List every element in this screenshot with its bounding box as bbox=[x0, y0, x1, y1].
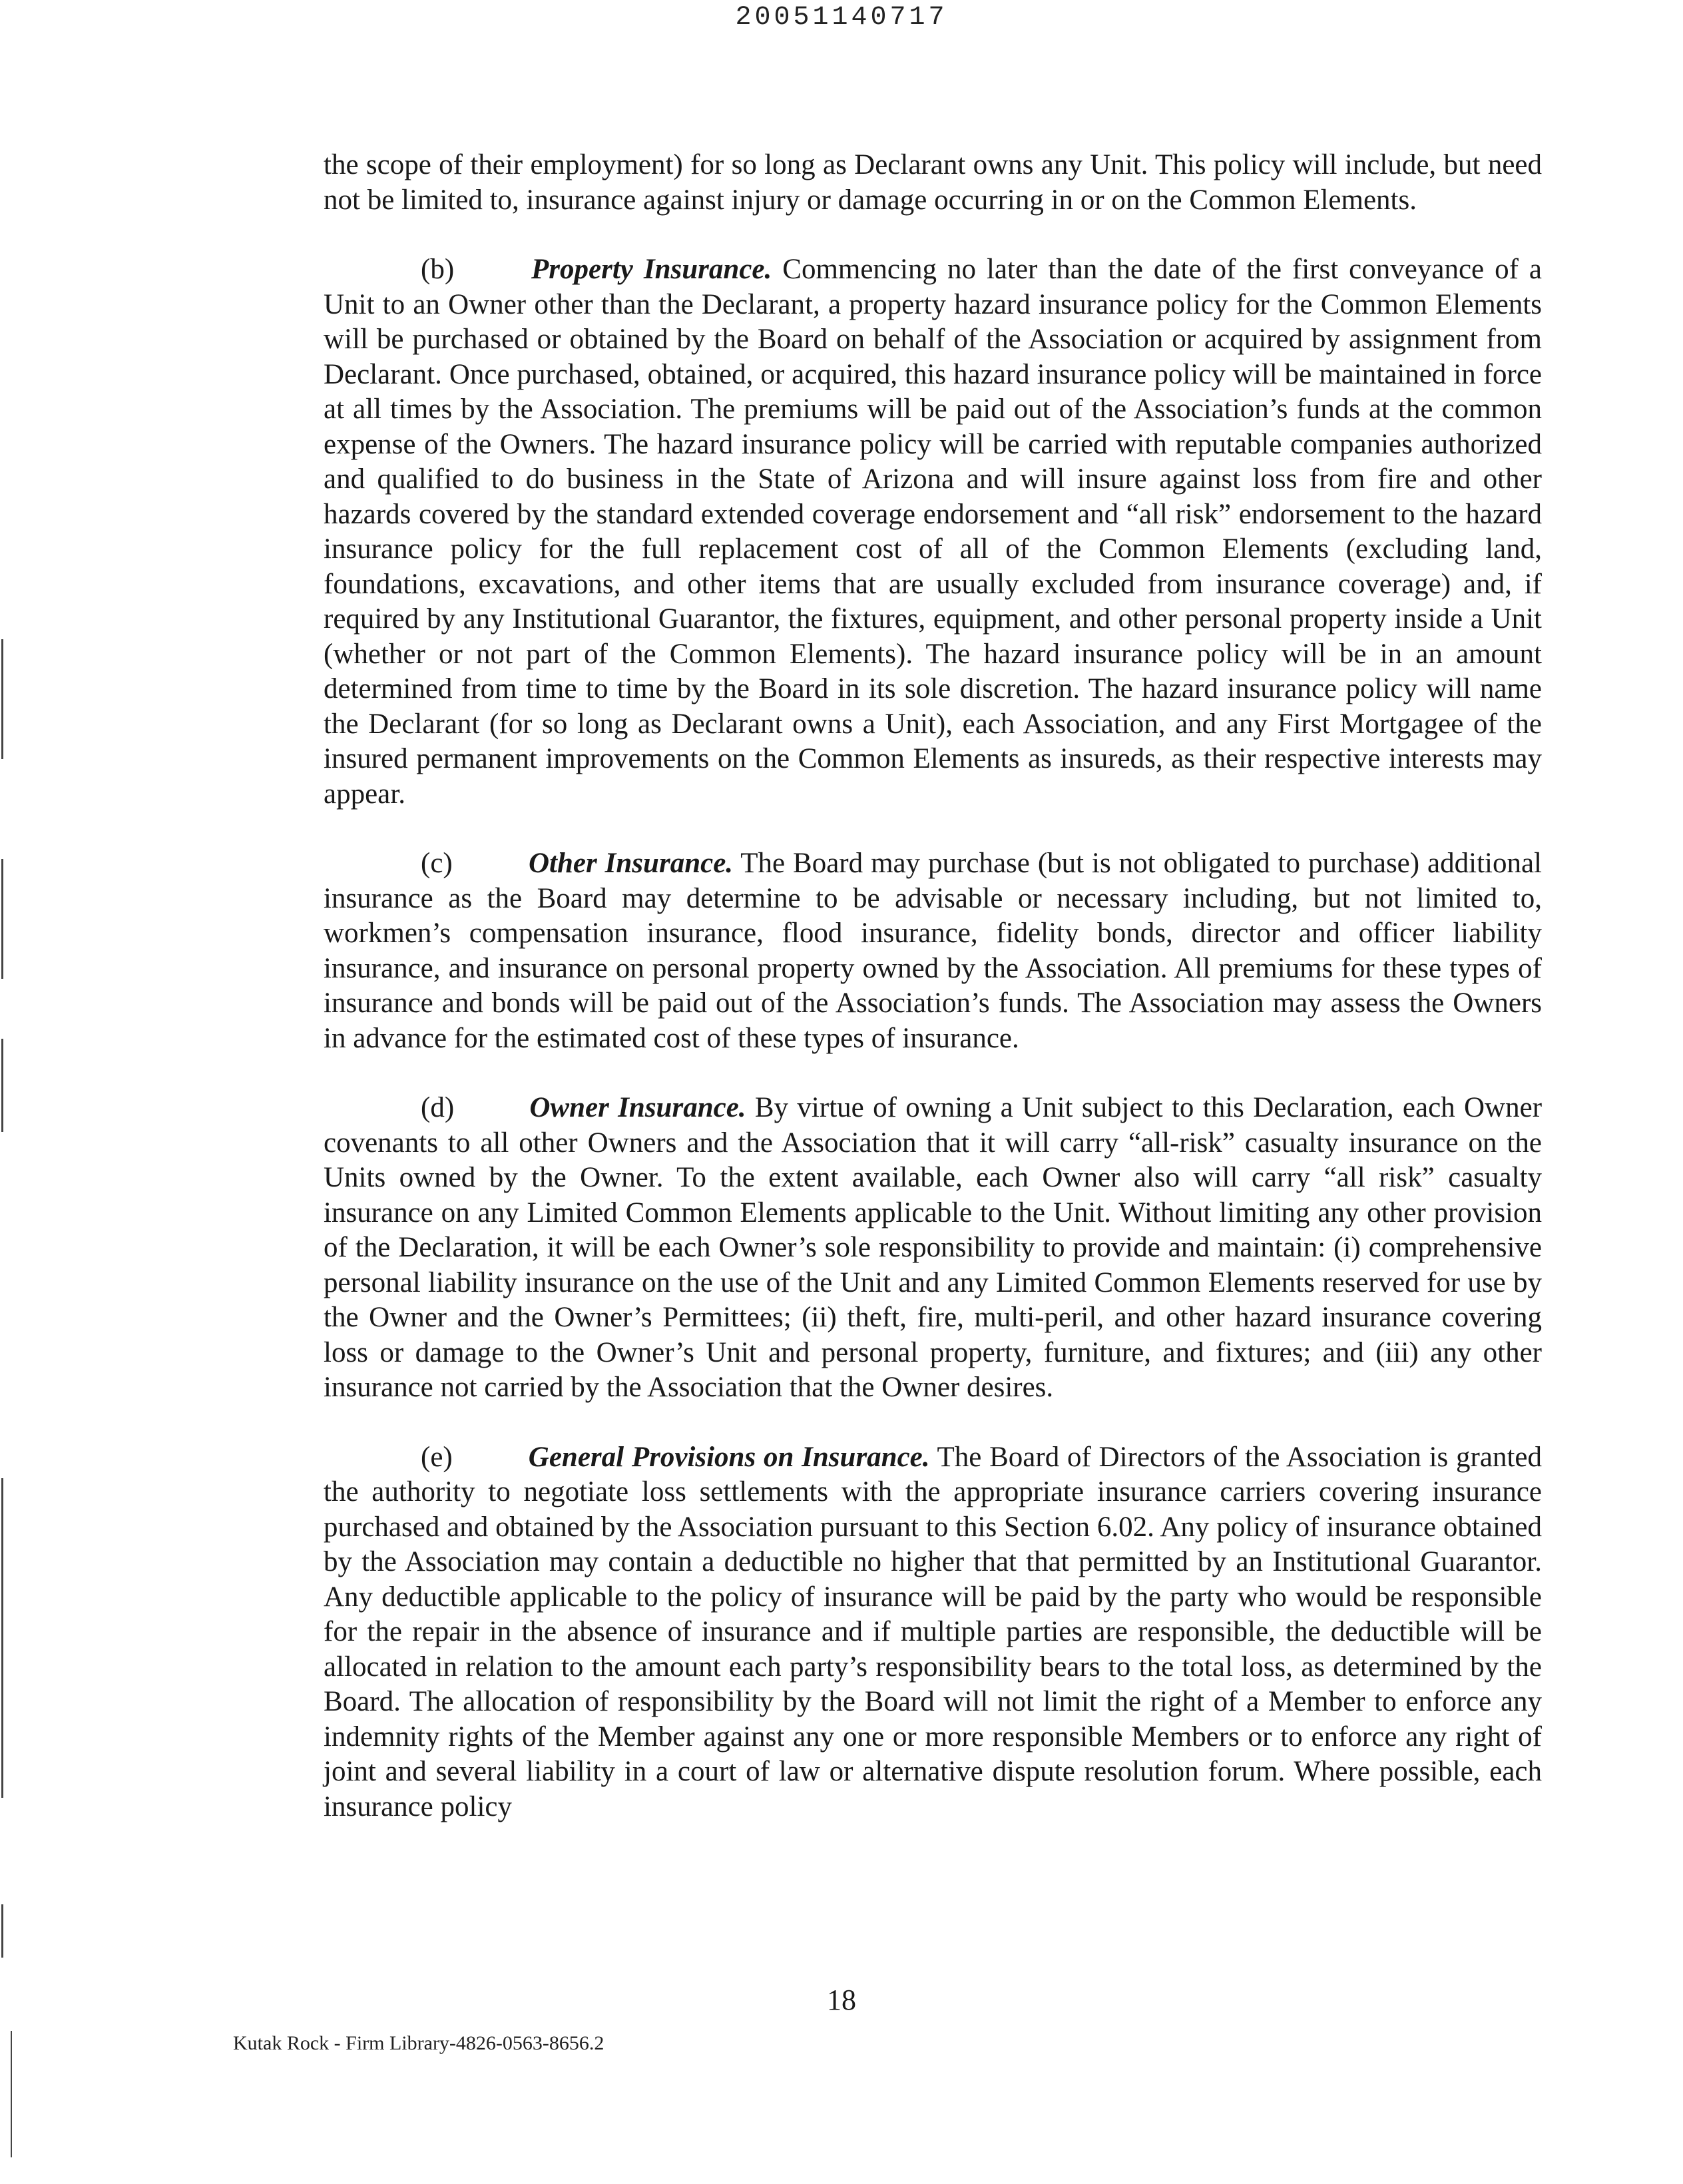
scan-edge-mark bbox=[1, 1904, 3, 1958]
scan-edge-mark bbox=[1, 1478, 3, 1798]
section-d-paragraph bbox=[324, 1091, 1542, 1406]
section-d-label: (d) bbox=[421, 1092, 455, 1123]
intro-paragraph: the scope of their employment) for so long as Declarant owns any Unit. This policy will include, but need not be limited to, insurance against injury or damage occurring in or on the Common Elements. bbox=[324, 149, 1542, 216]
document-body bbox=[324, 148, 1542, 1859]
section-b-label: (b) bbox=[421, 254, 455, 285]
section-d-text: By virtue of owning a Unit subject to this Declaration, each Owner covenants to all other Owners and the Association that it will carry “all-risk” casualty insurance on the Units owned by the Owner. To the extent available, each Owner also will carry “all risk” casualty insurance on any Limited Common Elements applicable to the Unit. Without limiting any other provision of the Declaration, it will be each Owner’s sole responsibility to provide and maintain: (i) comprehensive personal liability insurance on the use of the Unit and any Limited Common Elements reserved for use by the Owner and the Owner’s Permittees; (ii) theft, fire, multi-peril, and other hazard insurance covering loss or damage to the Owner’s Unit and personal property, furniture, and fixtures; and (iii) any other insurance not carried by the Association that the Owner desires. bbox=[324, 1092, 1543, 1403]
section-e-title: General Provisions on Insurance. bbox=[528, 1441, 930, 1473]
section-e-paragraph bbox=[324, 1440, 1542, 1825]
scan-edge-mark bbox=[11, 2031, 12, 2157]
section-e-text: The Board of Directors of the Association is granted the authority to negotiate loss settlements with the appropriate insurance carriers covering insurance purchased and obtained by the Association pursuant to this Section 6.02. Any policy of insurance obtained by the Association may contain a deductible no higher that that permitted by an Institutional Guarantor. Any deductible applicable to the policy of insurance will be paid by the party who would be responsible for the repair in the absence of insurance and if multiple parties are responsible, the deductible will be allocated in relation to the amount each party’s responsibility bears to the total loss, as determined by the Board. The allocation of responsibility by the Board will not limit the right of a Member to enforce any indemnity rights of the Member against any one or more responsible Members or to enforce any right of joint and several liability in a court of law or alternative dispute resolution forum. Where possible, each insurance policy bbox=[324, 1441, 1542, 1822]
section-b-text: Commencing no later than the date of the first conveyance of a Unit to an Owner other than the Declarant, a property hazard insurance policy for the Common Elements will be purchased or obtained by the Board on behalf of the Association or acquired by assignment from Declarant. Once purchased, obtained, or acquired, this hazard insurance policy will be maintained in force at all times by the Association. The premiums will be paid out of the Association’s funds at the common expense of the Owners. The hazard insurance policy will be carried with reputable companies authorized and qualified to do business in the State of Arizona and will insure against loss from fire and other hazards covered by the standard extended coverage endorsement and “all risk” endorsement to the hazard insurance policy for the full replacement cost of all of the Common Elements (excluding land, foundations, excavations, and other items that are usually excluded from insurance coverage) and, if required by any Institutional Guarantor, the fixtures, equipment, and other personal property inside a Unit (whether or not part of the Common Elements). The hazard insurance policy will be in an amount determined from time to time by the Board in its sole discretion. The hazard insurance policy will name the Declarant (for so long as Declarant owns a Unit), each Association, and any First Mortgagee of the insured permanent improvements on the Common Elements as insureds, as their respective interests may appear. bbox=[324, 254, 1543, 810]
section-b-title: Property Insurance. bbox=[531, 254, 772, 285]
page-number: 18 bbox=[827, 1984, 856, 2016]
scan-edge-mark bbox=[1, 859, 3, 979]
section-e-label: (e) bbox=[421, 1441, 453, 1473]
section-d-title: Owner Insurance. bbox=[529, 1092, 746, 1123]
section-c-title: Other Insurance. bbox=[528, 848, 734, 879]
scan-edge-mark bbox=[1, 639, 3, 759]
section-c-label: (c) bbox=[421, 848, 453, 879]
section-b-paragraph bbox=[324, 252, 1542, 812]
section-c-paragraph bbox=[324, 846, 1542, 1056]
footer-library-id: Kutak Rock - Firm Library-4826-0563-8656.2 bbox=[233, 2032, 604, 2054]
document-number: 20051140717 bbox=[735, 3, 948, 33]
scan-edge-mark bbox=[1, 1039, 3, 1132]
section-c-text: The Board may purchase (but is not obligated to purchase) additional insurance as the Board may determine to be advisable or necessary including, but not limited to, workmen’s compensation insurance, flood insurance, fidelity bonds, director and officer liability insurance, and insurance on personal property owned by the Association. All premiums for these types of insurance and bonds will be paid out of the Association’s funds. The Association may assess the Owners in advance for the estimated cost of these types of insurance. bbox=[324, 848, 1543, 1054]
